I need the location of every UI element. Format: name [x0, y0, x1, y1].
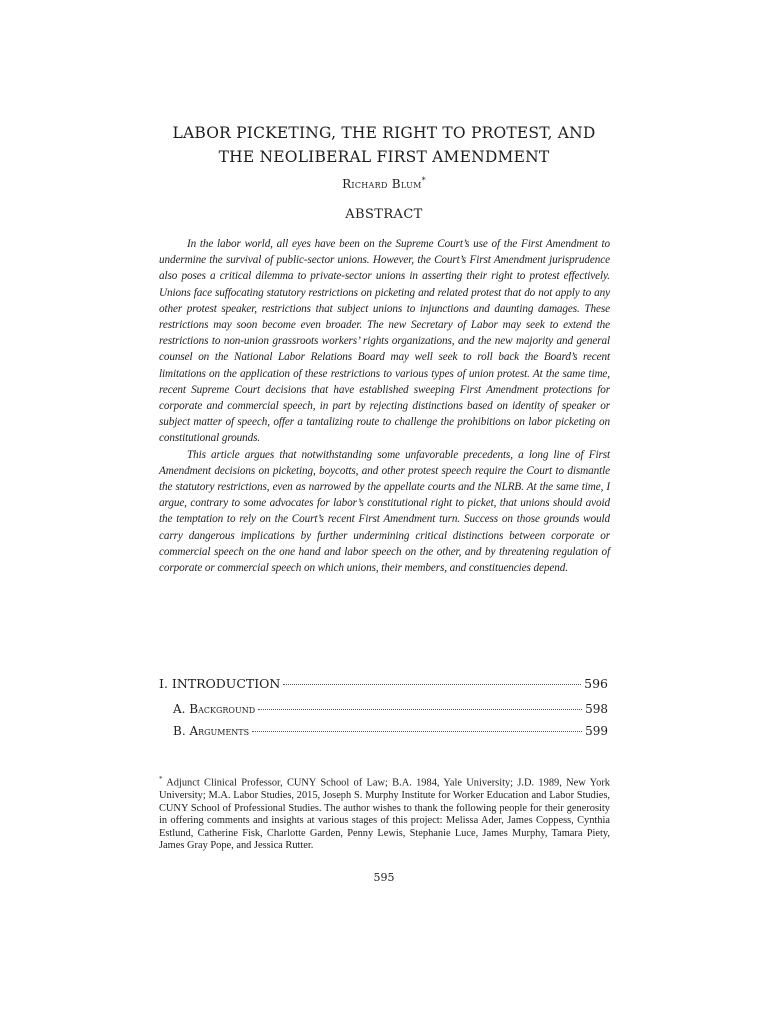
- toc-entry-background[interactable]: [159, 702, 608, 724]
- author-footnote-marker[interactable]: *: [421, 176, 426, 185]
- toc-entry-label: B. Arguments: [173, 724, 250, 738]
- title-line-2: THE NEOLIBERAL FIRST AMENDMENT: [218, 148, 550, 166]
- page-number: 595: [373, 871, 395, 884]
- footnote-text: Adjunct Clinical Professor, CUNY School of Law; B.A. 1984, Yale University; J.D. 1989, New York University; M.A. Labor Studies, 2015, Joseph S. Murphy Institute for Worker Education and Labor Studies, CUNY School of Professional Studies. The author wishes to thank the following people for their generosity in offering comments and insights at various stages of this project: Melissa Ader, James Coppess, Cynthia Estlund, Catherine Fisk, Charlotte Garden, Penny Lewis, Stephanie Luce, James Murphy, Tamara Piety, James Gray Pope, and Jessica Rutter.: [159, 777, 610, 852]
- toc-entry-label: I. INTRODUCTION: [159, 676, 281, 691]
- toc-dot-leader: [252, 731, 582, 732]
- toc-entry-introduction[interactable]: [159, 676, 608, 702]
- toc-entry-label: A. Background: [173, 702, 256, 716]
- article-title: [120, 121, 648, 169]
- abstract-body: [159, 236, 610, 576]
- abstract-paragraph-1: In the labor world, all eyes have been on the Supreme Court’s use of the First Amendment to undermine the survival of public-sector unions. However, the Court’s First Amendment jurisprudence also poses a critical dilemma to private-sector unions in asserting their right to protest effectively. Unions face suffocating statutory restrictions on picketing and related protest that do not apply to any other protest speaker, restrictions that subject unions to injunctions and daunting damages. These restrictions may soon become even broader. The new Secretary of Labor may seek to extend the restrictions to non-union grassroots workers’ rights organizations, and the new majority and general counsel on the National Labor Relations Board may well seek to roll back the Board’s recent limitations on the application of these restrictions to various types of union protest. At the same time, recent Supreme Court decisions that have established sweeping First Amendment protections for corporate and commercial speech, in part by rejecting distinctions based on identity of speaker or subject matter of speech, offer a tantalizing route to challenge the prohibitions on labor picketing on constitutional grounds.: [159, 238, 610, 445]
- author-byline: [120, 176, 648, 191]
- footnote-marker: *: [159, 775, 163, 783]
- title-line-1: LABOR PICKETING, THE RIGHT TO PROTEST, AND: [172, 124, 596, 142]
- toc-entry-page: 596: [584, 676, 608, 691]
- table-of-contents: [159, 676, 608, 746]
- abstract-heading: ABSTRACT: [345, 207, 423, 222]
- toc-entry-page: 598: [585, 702, 608, 716]
- author-name: Richard Blum: [342, 177, 422, 191]
- toc-entry-arguments[interactable]: [159, 724, 608, 746]
- toc-dot-leader: [283, 684, 581, 685]
- toc-entry-page: 599: [585, 724, 608, 738]
- toc-dot-leader: [258, 709, 582, 710]
- author-footnote: [159, 773, 610, 853]
- abstract-paragraph-2: This article argues that notwithstanding some unfavorable precedents, a long line of First Amendment decisions on picketing, boycotts, and other protest speech require the Court to dismantle the statutory restrictions, even as narrowed by the appellate courts and the NLRB. At the same time, I argue, contrary to some advocates for labor’s constitutional right to picket, that unions should avoid the temptation to rely on the Court’s recent First Amendment turn. Success on those grounds would carry dangerous implications by further undermining critical distinctions between corporate or commercial speech on the one hand and labor speech on the other, and by threatening regulation of corporate or commercial speech on which unions, their members, and constituencies depend.: [159, 448, 610, 575]
